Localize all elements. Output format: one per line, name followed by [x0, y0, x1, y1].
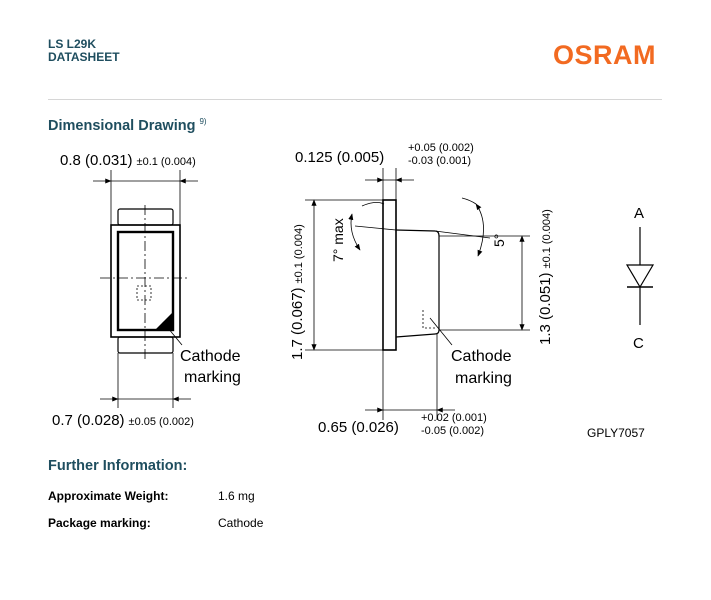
drawing-code: GPLY7057: [587, 426, 645, 440]
side-height-body-dimension: 1.3 (0.051)±0.1 (0.004): [537, 209, 554, 345]
anode-letter: A: [634, 205, 645, 222]
angle-left-arc: [351, 214, 360, 250]
side-thickness-tol-minus: -0.03 (0.001): [408, 155, 471, 167]
side-substrate: [383, 200, 396, 350]
front-bottom-terminal: [118, 337, 173, 353]
package-marking-label: Package marking:: [48, 516, 151, 530]
side-bottom-tol-plus: +0.02 (0.001): [421, 412, 487, 424]
angle-right-ray: [435, 231, 490, 238]
section-title-text: Dimensional Drawing: [48, 118, 196, 134]
side-cathode-label-2: marking: [455, 370, 512, 387]
further-information-title: Further Information:: [48, 458, 188, 474]
side-bottom-dimension: 0.65 (0.026): [318, 419, 399, 436]
front-view: [93, 170, 198, 408]
footnote-marker: 9): [199, 117, 207, 126]
osram-logo: OSRAM: [553, 40, 656, 70]
front-cathode-label-2: marking: [184, 369, 241, 386]
side-thickness-tol-plus: +0.05 (0.002): [408, 142, 474, 154]
front-bottom-dimension: 0.7 (0.028) ±0.05 (0.002): [52, 412, 194, 429]
front-body-inner: [118, 232, 173, 330]
weight-label: Approximate Weight:: [48, 489, 169, 503]
side-height-total-dimension: 1.7 (0.067)±0.1 (0.004): [289, 224, 306, 360]
front-top-dimension: 0.8 (0.031) ±0.1 (0.004): [60, 152, 196, 169]
side-cathode-label-1: Cathode: [451, 348, 512, 365]
document-type: DATASHEET: [48, 50, 120, 64]
front-cathode-label-1: Cathode: [180, 348, 241, 365]
diode-symbol: [627, 227, 653, 325]
angle-label: 5°: [491, 233, 507, 247]
front-center-mark: [137, 286, 151, 300]
angle-max-label: 7° max: [330, 218, 346, 262]
diode-triangle: [627, 265, 653, 287]
front-top-terminal: [118, 209, 173, 225]
weight-value: 1.6 mg: [218, 489, 255, 503]
side-thickness-dimension: 0.125 (0.005): [295, 149, 385, 166]
side-cathode-leader: [430, 318, 452, 345]
front-cathode-marker: [155, 312, 173, 330]
angle-right-arc: [476, 204, 484, 256]
angle-left-ray: [355, 226, 396, 230]
package-marking-value: Cathode: [218, 516, 264, 530]
side-cathode-marker: [423, 310, 437, 328]
side-bottom-tol-minus: -0.05 (0.002): [421, 425, 484, 437]
cathode-letter: C: [633, 335, 644, 352]
product-name: LS L29K: [48, 37, 97, 51]
